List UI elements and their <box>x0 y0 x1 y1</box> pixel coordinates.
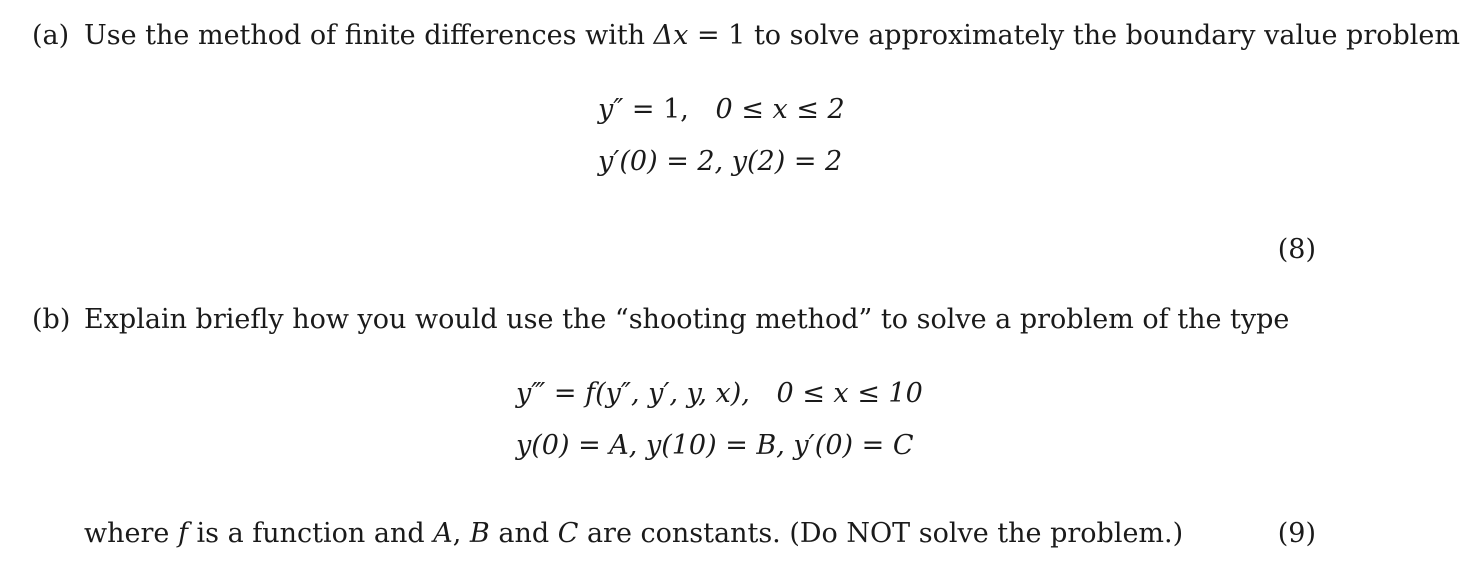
part-a-prompt-rest: = 1 to solve approximately the boundary value problem <box>688 20 1460 51</box>
part-a-eq1-domain: 0 ≤ x ≤ 2 <box>715 94 845 125</box>
where-text-5: are constants. (Do NOT solve the problem.) <box>578 518 1184 549</box>
part-a-equation-1 <box>598 96 845 123</box>
where-text-4: and <box>489 518 558 549</box>
where-A: A <box>433 518 453 549</box>
part-a-eq1-rhs: = 1, <box>623 94 689 125</box>
part-b-label: (b) <box>32 304 71 335</box>
part-b-eq1-domain: 0 ≤ x ≤ 10 <box>776 378 923 409</box>
part-a-eq1-lhs: y″ <box>598 94 624 125</box>
part-b-equation-1 <box>516 380 923 407</box>
part-b-prompt: Explain briefly how you would use the “shooting method” to solve a problem of the type <box>84 304 1290 335</box>
part-a-prompt-text: Use the method of finite differences with <box>84 20 654 51</box>
where-C: C <box>557 518 579 549</box>
where-f: f <box>177 518 188 549</box>
part-a-step-symbol: Δx <box>653 20 689 51</box>
where-text-1: where <box>84 518 178 549</box>
part-a-label: (a) <box>32 20 70 51</box>
part-a-marks: (8) <box>1277 234 1316 265</box>
where-B: B <box>469 518 490 549</box>
part-b-marks: (9) <box>1277 518 1316 549</box>
part-a-prompt <box>84 22 1460 49</box>
part-b-where-clause <box>84 520 1183 547</box>
part-a-equation-2: y′(0) = 2, y(2) = 2 <box>598 146 843 177</box>
where-text-3: , <box>452 518 470 549</box>
part-b-eq1-main: y‴ = f(y″, y′, y, x), <box>516 378 750 409</box>
where-text-2: is a function and <box>187 518 434 549</box>
part-b-equation-2: y(0) = A, y(10) = B, y′(0) = C <box>516 430 914 461</box>
